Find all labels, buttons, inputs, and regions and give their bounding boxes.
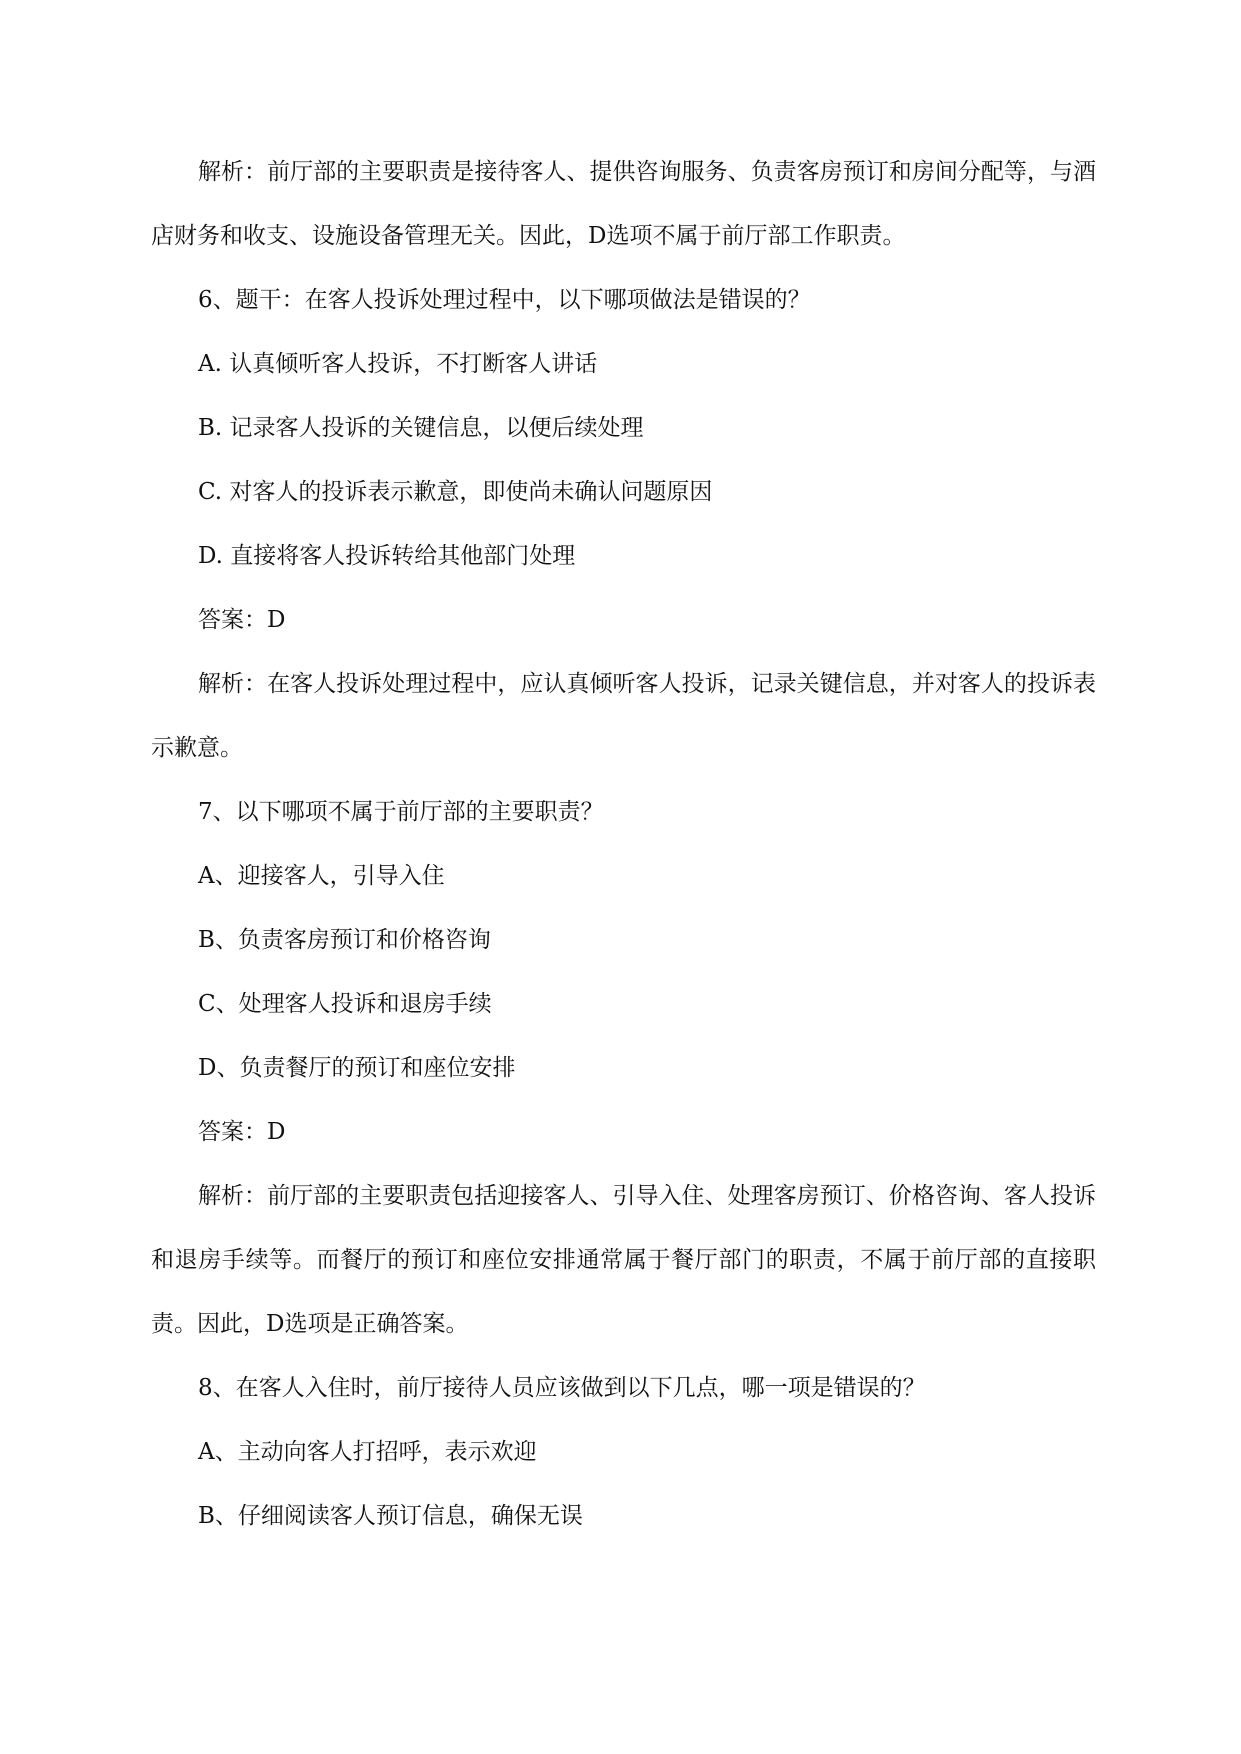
question-7: 7、以下哪项不属于前厅部的主要职责？	[198, 799, 604, 825]
option-7d: D、负责餐厅的预订和座位安排	[198, 1055, 516, 1081]
option-7a: A、迎接客人，引导入住	[198, 863, 445, 889]
option-8b: B、仔细阅读客人预订信息，确保无误	[198, 1503, 583, 1529]
analysis-7: 解析：前厅部的主要职责包括迎接客人、引导入住、处理客房预订、价格咨询、客人投诉和退房手续等。而餐厅的预订和座位安排通常属于餐厅部门的职责，不属于前厅部的直接职责。因此，D选项是正确答案。	[151, 1183, 1096, 1337]
option-6c: C. 对客人的投诉表示歉意，即使尚未确认问题原因	[198, 479, 713, 505]
option-6d: D. 直接将客人投诉转给其他部门处理	[198, 543, 576, 569]
option-6b: B. 记录客人投诉的关键信息，以便后续处理	[198, 415, 644, 441]
option-7c: C、处理客人投诉和退房手续	[198, 991, 492, 1017]
document-body	[151, 140, 1096, 1548]
answer-6: 答案：D	[198, 607, 286, 633]
option-8a: A、主动向客人打招呼，表示欢迎	[198, 1439, 537, 1465]
question-6: 6、题干：在客人投诉处理过程中，以下哪项做法是错误的？	[198, 287, 811, 313]
question-8: 8、在客人入住时，前厅接待人员应该做到以下几点，哪一项是错误的？	[198, 1375, 926, 1401]
option-7b: B、负责客房预订和价格咨询	[198, 927, 491, 953]
answer-7: 答案：D	[198, 1119, 286, 1145]
option-6a: A. 认真倾听客人投诉，不打断客人讲话	[198, 351, 598, 377]
analysis-paragraph: 解析：前厅部的主要职责是接待客人、提供咨询服务、负责客房预订和房间分配等，与酒店财务和收支、设施设备管理无关。因此，D选项不属于前厅部工作职责。	[151, 159, 1096, 249]
analysis-6: 解析：在客人投诉处理过程中，应认真倾听客人投诉，记录关键信息，并对客人的投诉表示歉意。	[151, 671, 1096, 761]
